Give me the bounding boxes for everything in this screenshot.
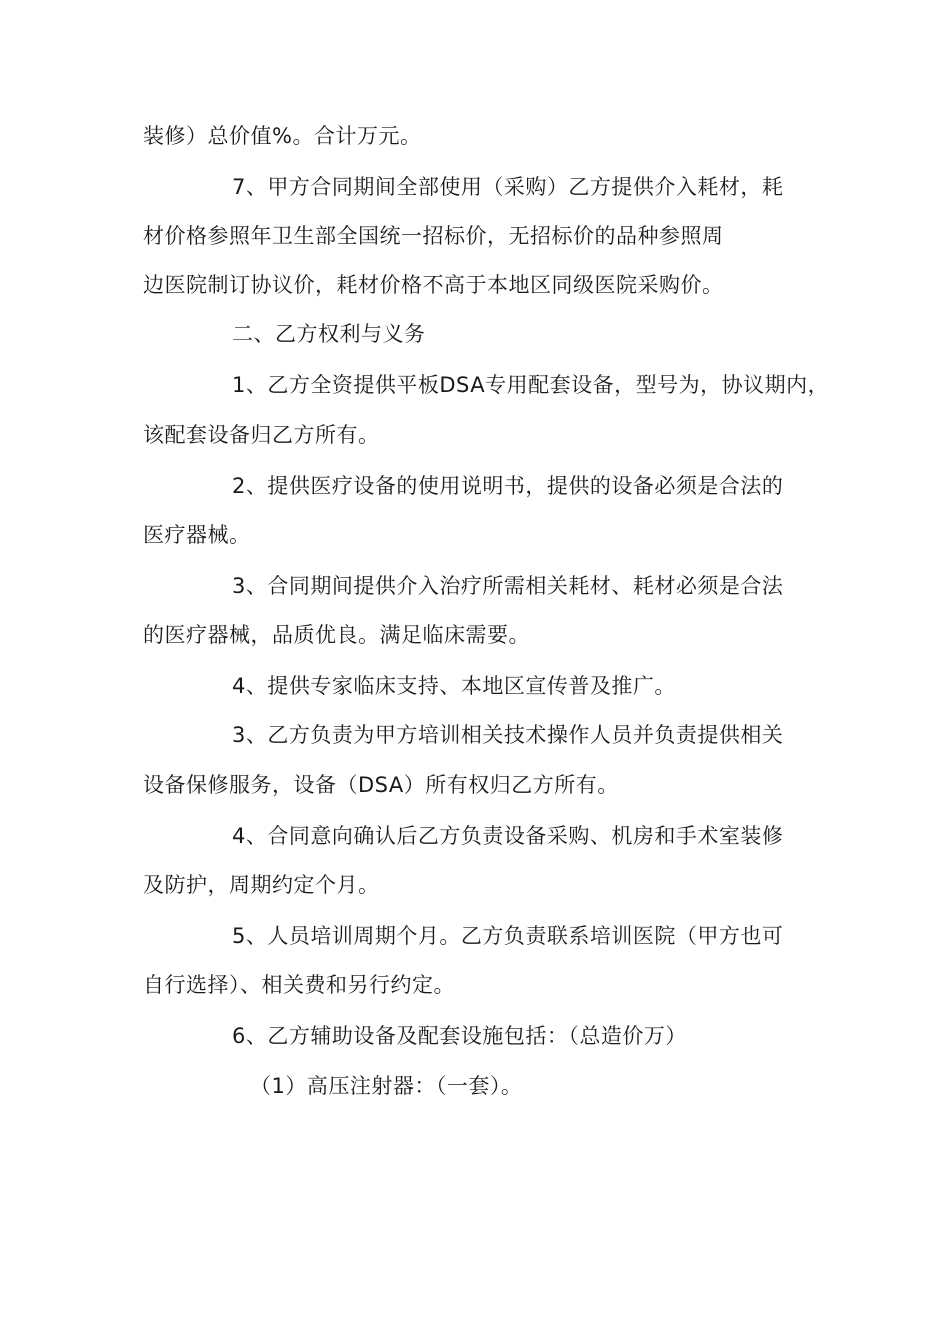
text-line: 该配套设备归乙方所有。 (143, 423, 380, 447)
text-line: 2、提供医疗设备的使用说明书，提供的设备必须是合法的 (232, 474, 784, 498)
text-line: 设备保修服务，设备（DSA）所有权归乙方所有。 (143, 773, 619, 797)
text-line: 医疗器械。 (143, 523, 251, 547)
text-line: 3、合同期间提供介入治疗所需相关耗材、耗材必须是合法 (232, 574, 784, 598)
text-line: 4、提供专家临床支持、本地区宣传普及推广。 (232, 674, 676, 698)
text-line: 6、乙方辅助设备及配套设施包括：（总造价万） (232, 1024, 687, 1048)
text-line: 边医院制订协议价，耗材价格不高于本地区同级医院采购价。 (143, 273, 724, 297)
text-line: 及防护，周期约定个月。 (143, 873, 380, 897)
text-line: （1）高压注射器：（一套）。 (250, 1074, 523, 1098)
text-line: 装修）总价值%。合计万元。 (143, 124, 422, 148)
text-line: 4、合同意向确认后乙方负责设备采购、机房和手术室装修 (232, 824, 784, 848)
section-heading: 二、乙方权利与义务 (232, 322, 426, 346)
text-line: 1、乙方全资提供平板DSA专用配套设备，型号为，协议期内， (232, 373, 830, 397)
text-line: 3、乙方负责为甲方培训相关技术操作人员并负责提供相关 (232, 723, 784, 747)
text-line: 5、人员培训周期个月。乙方负责联系培训医院（甲方也可 (232, 924, 784, 948)
text-line: 材价格参照年卫生部全国统一招标价，无招标价的品种参照周 (143, 224, 724, 248)
text-line: 自行选择）、相关费和另行约定。 (143, 973, 455, 997)
text-line: 7、甲方合同期间全部使用（采购）乙方提供介入耗材，耗 (232, 175, 784, 199)
text-line: 的医疗器械，品质优良。满足临床需要。 (143, 623, 530, 647)
